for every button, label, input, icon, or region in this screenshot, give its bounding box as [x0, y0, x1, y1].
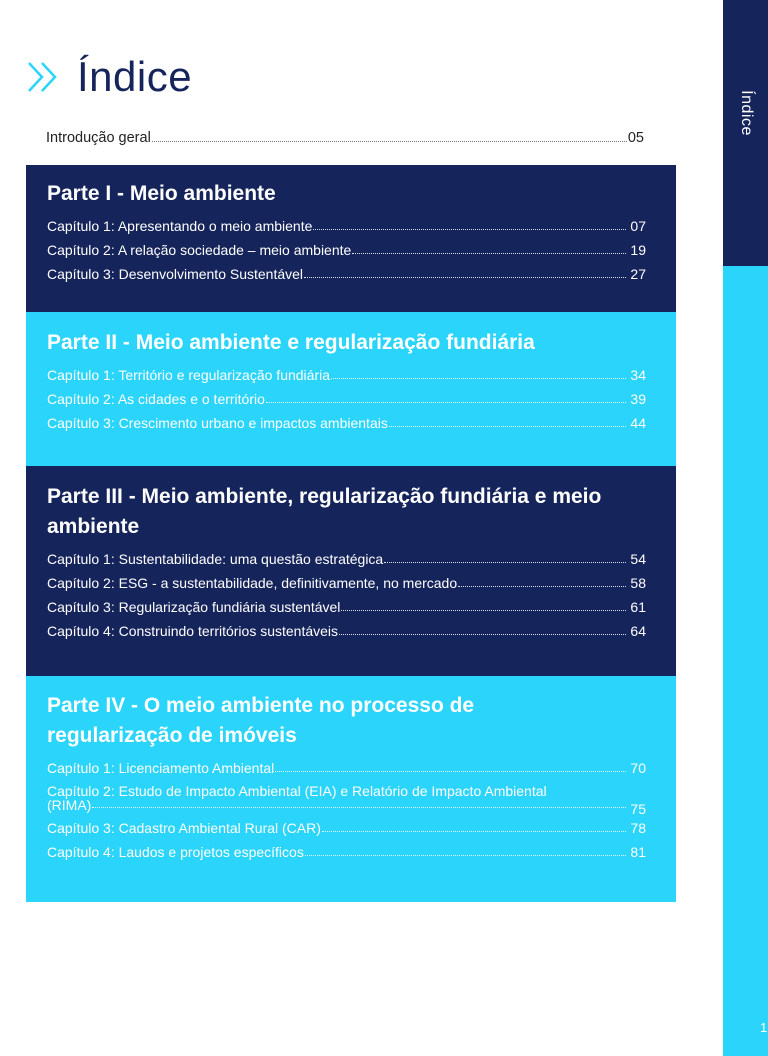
- section-part-1: [26, 165, 676, 312]
- toc-entry-label: Capítulo 2: A relação sociedade – meio ambiente: [47, 242, 352, 258]
- toc-entry-page: 54: [630, 551, 646, 567]
- dot-leader: [304, 277, 626, 278]
- toc-entry[interactable]: [47, 415, 646, 431]
- section-title: Parte II - Meio ambiente e regularização fundiária: [47, 331, 535, 354]
- toc-entry-page: 58: [630, 575, 646, 591]
- double-chevron-right-icon: [25, 60, 63, 94]
- toc-entry[interactable]: [47, 623, 646, 639]
- toc-entry-page: 39: [630, 391, 646, 407]
- dot-leader: [384, 562, 626, 563]
- page-title: Índice: [77, 53, 193, 100]
- toc-entry-label: Capítulo 4: Construindo territórios sustentáveis: [47, 623, 339, 639]
- sidebar-tab: [723, 0, 768, 266]
- page-header: [25, 52, 192, 102]
- toc-entry[interactable]: [47, 367, 646, 383]
- toc-entry-label: Capítulo 1: Licenciamento Ambiental: [47, 760, 275, 776]
- toc-entry-label: Capítulo 1: Território e regularização fundiária: [47, 367, 331, 383]
- toc-entry-page: 34: [630, 367, 646, 383]
- page-number: 1: [760, 1020, 768, 1035]
- toc-entry-label-line2: (RIMA): [47, 797, 92, 813]
- section-part-2: [26, 312, 676, 466]
- toc-entry[interactable]: [47, 242, 646, 258]
- toc-entry-label: Capítulo 2: As cidades e o território: [47, 391, 265, 407]
- dot-leader: [352, 253, 626, 254]
- dot-leader: [275, 771, 626, 772]
- dot-leader: [92, 807, 626, 808]
- toc-entry-label: Capítulo 3: Regularização fundiária sustentável: [47, 599, 341, 615]
- toc-entry[interactable]: [47, 266, 646, 282]
- sidebar-label-wrap: [723, 0, 768, 266]
- toc-entry-intro[interactable]: [46, 130, 644, 146]
- section-title: Parte IV - O meio ambiente no processo de regularização de imóveis: [47, 694, 475, 747]
- toc-entry-label: Capítulo 3: Crescimento urbano e impactos ambientais: [47, 415, 388, 431]
- toc-entry[interactable]: [47, 575, 646, 591]
- toc-entry[interactable]: [47, 218, 646, 234]
- toc-entry[interactable]: [47, 844, 646, 860]
- toc-entry-page: 75: [630, 801, 646, 817]
- toc-entry-line2: [47, 797, 646, 817]
- section-title: Parte I - Meio ambiente: [47, 182, 276, 205]
- sidebar-label: Índice: [737, 90, 755, 136]
- toc-entry-page: 19: [630, 242, 646, 258]
- toc-entry-page: 78: [630, 820, 646, 836]
- dot-leader: [339, 634, 626, 635]
- toc-entry-page: 70: [630, 760, 646, 776]
- toc-entry-label: Capítulo 2: ESG - a sustentabilidade, definitivamente, no mercado: [47, 575, 458, 591]
- section-title: Parte III - Meio ambiente, regularização fundiária e meio ambiente: [47, 485, 602, 538]
- toc-entry-page: 64: [630, 623, 646, 639]
- sidebar-strip: [723, 266, 768, 1056]
- dot-leader: [341, 610, 626, 611]
- toc-entry[interactable]: [47, 783, 646, 817]
- dot-leader: [322, 831, 627, 832]
- toc-entry-page: 44: [630, 415, 646, 431]
- dot-leader: [266, 402, 627, 403]
- toc-entry[interactable]: [47, 551, 646, 567]
- toc-entry-label: Capítulo 1: Sustentabilidade: uma questão estratégica: [47, 551, 384, 567]
- toc-entry-label: Capítulo 1: Apresentando o meio ambiente: [47, 218, 313, 234]
- toc-entry-page: 61: [630, 599, 646, 615]
- toc-entry-page: 05: [627, 130, 644, 146]
- toc-entry[interactable]: [47, 760, 646, 776]
- section-part-4: [26, 676, 676, 902]
- toc-entry-label: Capítulo 3: Desenvolvimento Sustentável: [47, 266, 304, 282]
- dot-leader: [313, 229, 626, 230]
- toc-entry[interactable]: [47, 391, 646, 407]
- toc-entry[interactable]: [47, 820, 646, 836]
- toc-entry-page: 07: [630, 218, 646, 234]
- toc-entry-page: 27: [630, 266, 646, 282]
- toc-entry-label: Capítulo 4: Laudos e projetos específicos: [47, 844, 304, 860]
- section-part-3: [26, 466, 676, 676]
- toc-entry[interactable]: [47, 599, 646, 615]
- toc-entry-page: 81: [630, 844, 646, 860]
- toc-entry-label: Introdução geral: [46, 130, 151, 146]
- dot-leader: [305, 855, 627, 856]
- dot-leader: [331, 378, 626, 379]
- dot-leader: [389, 426, 627, 427]
- dot-leader: [152, 141, 627, 142]
- dot-leader: [458, 586, 626, 587]
- toc-entry-label: Capítulo 3: Cadastro Ambiental Rural (CAR): [47, 820, 321, 836]
- toc-entry-label-line1: Capítulo 2: Estudo de Impacto Ambiental (EIA) e Relatório de Impacto Ambiental: [47, 783, 547, 799]
